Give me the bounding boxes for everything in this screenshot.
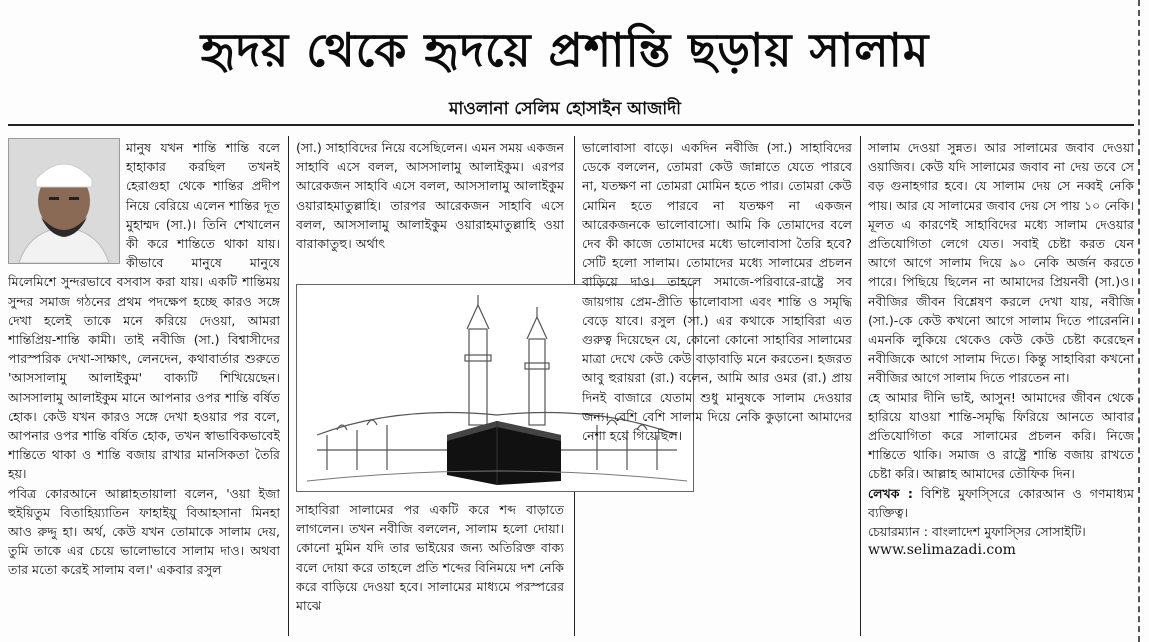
author-portrait-graphic	[9, 139, 119, 263]
author-website: www.selimazadi.com	[868, 542, 1016, 559]
page-edge-dashed-line	[1138, 0, 1140, 642]
byline: মাওলানা সেলিম হোসাইন আজাদী	[448, 99, 682, 119]
headline: হৃদয় থেকে হৃদয়ে প্রশান্তি ছড়ায় সালাম	[200, 23, 930, 77]
article-column-2	[296, 138, 564, 258]
article-column-3	[582, 138, 852, 638]
column-divider-3	[860, 136, 861, 636]
author-chairman: চেয়ারম্যান : বাংলাদেশ মুফাস্সির সোসাইটি।	[868, 524, 1086, 540]
article-paragraph: মানুষ যখন শান্তি শান্তি বলে হাহাকার করছিল তখনই হেরাগুহা থেকে শান্তির প্রদীপ নিয়ে বেরিয়ে এলেন শান্তির দূত মুহাম্মদ (সা.)। তিনি শেখালেন কী করে শান্তিতে থাকা যায়। কীভাবে মানুষে মানুষে মিলেমিশে সুন্দরভাবে বসবাস করা যায়। একটি শান্তিময় সুন্দর সমাজ গঠনের প্রথম পদক্ষেপ হচ্ছে কারও সঙ্গে দেখা হলেই তাকে মনে করিয়ে দেওয়া, আমরা শান্তিপ্রিয়-শান্তি কামী। তাই নবীজি (সা.) বিশ্বাসীদের পারস্পরিক দেখা-সাক্ষাৎ, লেনদেন, কথাবার্তার শুরুতে 'আসসালামু আলাইকুম' বাক্যটি শিখিয়েছেন। আসসালামু আলাইকুম মানে আপনার ওপর শান্তি বর্ষিত হোক। কেউ যখন কারও সঙ্গে দেখা হওয়ার পর বলে, আপনার ওপর শান্তি বর্ষিত হোক, তখন স্বাভাবিকভাবেই শান্তিতে থাকা ও শান্তি বজায় রাখার মানসিকতা তৈরি হয়।	[8, 140, 280, 482]
article-paragraph: সাহাবিরা সালামের পর একটি করে শব্দ বাড়াতে লাগলেন। তখন নবীজি বললেন, সালাম হলো দোয়া। কোনো মুমিন যদি তার ভাইয়ের জন্য অতিরিক্ত বাক্য বলে দোয়া করে তাহলে প্রতি শব্দের বিনিময়ে দশ নেকি করে বাড়িয়ে দেওয়া হবে। সালামের মাধ্যমে পরস্পরের মাঝে	[296, 502, 564, 614]
author-description: বিশিষ্ট মুফাস্সিরে কোরআন ও গণমাধ্যম ব্যক্তিত্ব।	[868, 485, 1134, 520]
author-note	[868, 484, 1134, 522]
column-divider-1	[288, 136, 289, 636]
author-label: লেখক :	[868, 485, 913, 501]
article-paragraph: হে আমার দীনি ভাই, আসুন! আমাদের জীবন থেকে হারিয়ে যাওয়া শান্তি-সমৃদ্ধি ফিরিয়ে আনতে আবার প্রতিযোগিতা করে সালামের প্রচলন করি। নিজে শান্তিতে থাকি। সমাজ ও রাষ্ট্রে শান্তি বজায় রাখতে চেষ্টা করি। আল্লাহ আমাদের তৌফিক দিন।	[868, 389, 1134, 482]
author-portrait	[8, 138, 120, 264]
article-paragraph: ভালোবাসা বাড়ে। একদিন নবীজি (সা.) সাহাবিদের ডেকে বললেন, তোমরা কেউ জান্নাতে যেতে পারবে না, যতক্ষণ না তোমরা মোমিন হতে পার। তোমরা কেউ মোমিন হতে পারবে না যতক্ষণ না একজন আরেকজনকে ভালোবাসো। আমি কি তোমাদের বলে দেব কী কাজে তোমাদের মধ্যে ভালোবাসা তৈরি হবে? সেটি হলো সালাম। তোমাদের মধ্যে সালামের প্রচলন বাড়িয়ে দাও। তাহলে সমাজে-পরিবারে-রাষ্ট্রে সব জায়গায় প্রেম-প্রীতি ভালোবাসা এবং শান্তি ও সমৃদ্ধি বেড়ে যাবে। রসুল (সা.) এর কথাকে সাহাবিরা এত গুরুত্ব দিয়েছেন যে, কোনো কোনো সাহাবির সালামের মাত্রা দেখে কেউ কেউ বাড়াবাড়ি মনে করতেন। হজরত আবু হুরায়রা (রা.) বলেন, আমি আর ওমর (রা.) প্রায় দিনই বাজারে যেতাম শুধু মানুষকে সালাম দেওয়ার জন্য। বেশি বেশি সালাম দিয়ে নেকি কুড়ানো আমাদের নেশা হয়ে গিয়েছিল।	[582, 140, 852, 444]
article-paragraph: (সা.) সাহাবিদের নিয়ে বসেছিলেন। এমন সময় একজন সাহাবি এসে বলল, আসসালামু আলাইকুম। এরপর আরেকজন সাহাবি এসে বলল, আসসালামু আলাইকুম ওয়ারাহমাতুল্লাহি। তারপর আরেকজন সাহাবি এসে বলল, আসসালামু আলাইকুম ওয়ারাহমাতুল্লাহি ওয়া বারাকাতুহু। অর্থাৎ	[296, 140, 564, 252]
article-column-4	[868, 138, 1134, 638]
article-paragraph: সালাম দেওয়া সুন্নত। আর সালামের জবাব দেওয়া ওয়াজিব। কেউ যদি সালামের জবাব না দেয় তবে সে বড় গুনাহগার হবে। যে সালাম দেয় সে নব্বই নেকি পায়। আর যে সালামের জবাব দেয় সে পায় ১০ নেকি। মূলত এ কারণেই সাহাবিদের মধ্যে সালাম দেওয়ার প্রতিযোগিতা লেগে যেত। সবাই চেষ্টা করত যেন আগে আগে সালাম দিয়ে ৯০ নেকি অর্জন করতে পারে। পিছিয়ে ছিলেন না আমাদের প্রিয়নবী (সা.)ও। নবীজির জীবন বিশ্লেষণ করলে দেখা যায়, নবীজি (সা.)-কে কেউ কখনো আগে সালাম দিতে পারেননি। এমনকি লুকিয়ে থেকেও কেউ কেউ চেষ্টা করেছেন নবীজিকে আগে সালাম দিতে। কিন্তু সাহাবিরা কখনো নবীজির আগে সালাম দিতে পারতেন না।	[868, 140, 1134, 386]
article-column-1	[8, 138, 280, 638]
header-rule	[8, 124, 1134, 126]
article-paragraph: পবিত্র কোরআনে আল্লাহতায়ালা বলেন, 'ওয়া ইজা হুইয়িতুম বিতাহিয়্যাতিন ফাহাইয়ু বিআহসানা মিনহা আও রুদ্দু হা। অর্থ, কেউ যখন তোমাকে সালাম দেয়, তুমি তাকে এর চেয়ে ভালোভাবে সালাম দাও। অথবা তার মতো করেই সালাম বল।' একবার রসুল	[8, 485, 280, 578]
article-column-2-bottom	[296, 500, 564, 638]
